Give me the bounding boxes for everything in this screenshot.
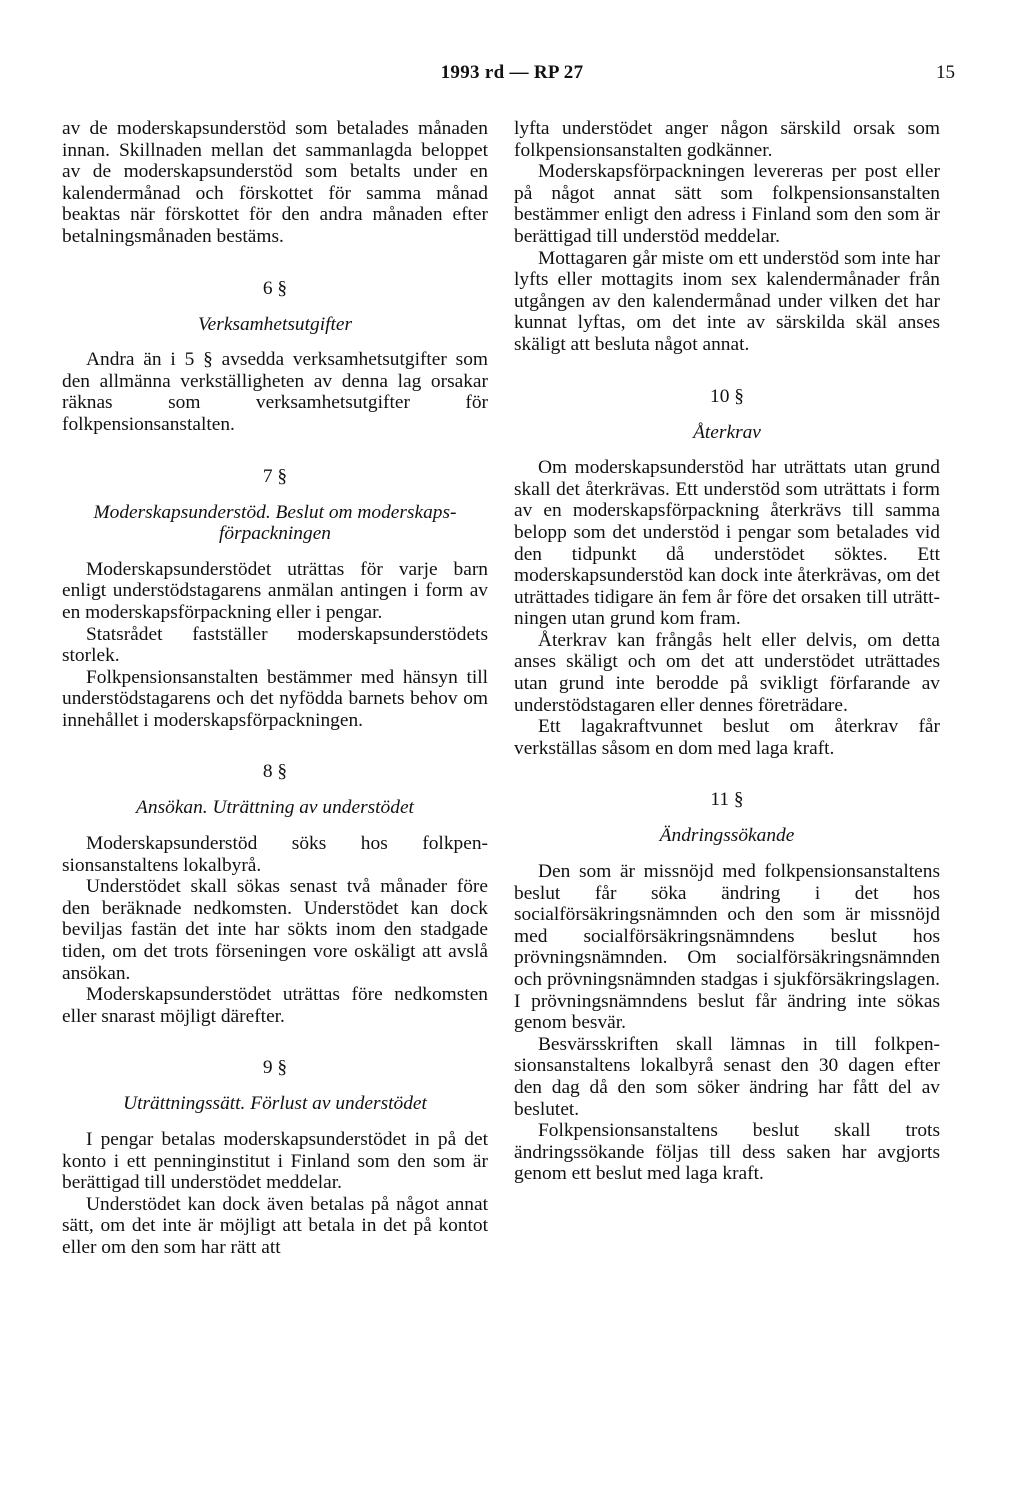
section-11-number: 11 §	[710, 789, 744, 811]
paragraph-continued-right: lyfta understödet anger någon särskild orsak som folkpensionsanstalten godkänner.	[514, 118, 940, 161]
section-8-title: Ansökan. Uträttning av understödet	[136, 797, 414, 819]
section-8-paragraph-3: Moderskapsunderstödet uträttas före nedkomsten eller snarast möjligt därefter.	[62, 984, 488, 1027]
page-header	[0, 62, 1024, 90]
section-10-paragraph-2: Återkrav kan frångås helt eller delvis, om detta anses skäligt och om det att understödet uträttades utan grund inte berodde på svikligt förfarande av understödstagaren eller dennes företrädare.	[514, 629, 940, 716]
section-9-paragraph-3: Moderskapsförpackningen levereras per post eller på något annat sätt som folkpensionsanstalten bestämmer enligt den adress i Finland som den som är berättigad till understöd meddelar.	[514, 161, 940, 247]
section-6-title: Verksamhetsutgifter	[197, 313, 353, 335]
section-10-paragraph-1: Om moderskapsunderstöd har uträttats utan grund skall det återkrävas. Ett understöd som uträttats i form av en moderskapsförpackning återkrävs till samma belopp som det understöd i pengar som betalades vid den tidpunkt då understödet söktes. Ett moderskapsunderstöd kan dock inte återkrävas, om det uträttades tidigare än fem år före det orsaken till uträttningen utan grund kom fram.	[514, 457, 940, 630]
paragraph-continued: av de moderskapsunderstöd som betalades månaden innan. Skillnaden mellan det sammanlagda beloppet av de moderskapsunderstöd som betalts under en kalendermånad och förskottet för samma månad beaktas när förskottet för den andra månaden efter betalningsmånaden bestäms.	[62, 118, 488, 247]
section-7-number: 7 §	[262, 465, 288, 487]
section-9-paragraph-1: I pengar betalas moderskapsunderstödet in på det konto i ett penninginstitut i Finland som den som är berättigad till understödet meddelar.	[62, 1129, 488, 1194]
section-10-number: 10 §	[710, 385, 744, 407]
section-11-paragraph-3: Folkpensionsanstaltens beslut skall trots ändringssökande följas till dess saken har avgjorts genom ett beslut med laga kraft.	[514, 1120, 940, 1185]
section-11-title: Ändringssökande	[659, 825, 795, 847]
section-11-paragraph-1: Den som är missnöjd med folkpensionsanstaltens beslut får söka ändring i det hos socialförsäkringsnämnden och den som är missnöjd med socialförsäkringsnämndens beslut hos prövningsnämnden. Om socialförsäkringsnämnden och prövningsnämnden stadgas i sjukförsäkringslagen. I prövningsnämndens beslut får ändring inte sökas genom besvär.	[514, 861, 940, 1034]
section-8-paragraph-2: Understödet skall sökas senast två månader före den beräknade nedkomsten. Understödet kan dock beviljas fastän det inte har sökts inom den stadgade tiden, om det trots förseningen vore oskäligt att avslå ansökan.	[62, 876, 488, 984]
section-9-paragraph-4: Mottagaren går miste om ett understöd som inte har lyfts eller mottagits inom sex kalendermånader från utgången av den kalendermånad under vilken det har kunnat lyftas, om det inte av särskilda skäl anses skäligt att besluta något annat.	[514, 247, 940, 355]
section-10-paragraph-3: Ett lagakraftvunnet beslut om återkrav får verkställas såsom en dom med laga kraft.	[514, 716, 940, 759]
section-10-title: Återkrav	[693, 421, 761, 443]
section-8-paragraph-1: Moderskapsunderstöd söks hos folkpensionsanstaltens lokalbyrå.	[62, 833, 488, 876]
section-9-title: Uträttningssätt. Förlust av understödet	[123, 1093, 427, 1115]
section-6-paragraph-1: Andra än i 5 § avsedda verksamhetsutgifter som den allmänna verkställigheten av denna lag orsakar räknas som verksamhetsutgifter för folkpensionsanstalten.	[62, 349, 488, 435]
section-11-paragraph-2: Besvärsskriften skall lämnas in till folkpensionsanstaltens lokalbyrå senast den 30 dagen efter den dag då den som söker ändring har fått del av beslutet.	[514, 1033, 940, 1120]
page-number: 15	[936, 62, 955, 83]
section-6-number: 6 §	[262, 277, 288, 299]
section-8-number: 8 §	[262, 761, 288, 783]
section-7-paragraph-1: Moderskapsunderstödet uträttas för varje barn enligt understödstagarens anmälan antingen i form av en moderskapsförpackning eller i pengar.	[62, 558, 488, 623]
left-column	[62, 118, 488, 1259]
section-7-title: Moderskapsunderstöd. Beslut om moderskapsförpackningen	[93, 501, 457, 545]
section-9-paragraph-2: Understödet kan dock även betalas på något annat sätt, om det inte är möjligt att betala in det på kontot eller om den som har rätt att	[62, 1193, 488, 1258]
section-7-paragraph-3: Folkpensionsanstalten bestämmer med hänsyn till understödstagarens och det nyfödda barnets behov om innehållet i moderskapsförpackningen.	[62, 666, 488, 731]
right-column	[514, 118, 940, 1185]
running-title: 1993 rd — RP 27	[440, 62, 584, 83]
section-9-number: 9 §	[262, 1057, 288, 1079]
section-7-paragraph-2: Statsrådet fastställer moderskapsunderstödets storlek.	[62, 623, 488, 667]
